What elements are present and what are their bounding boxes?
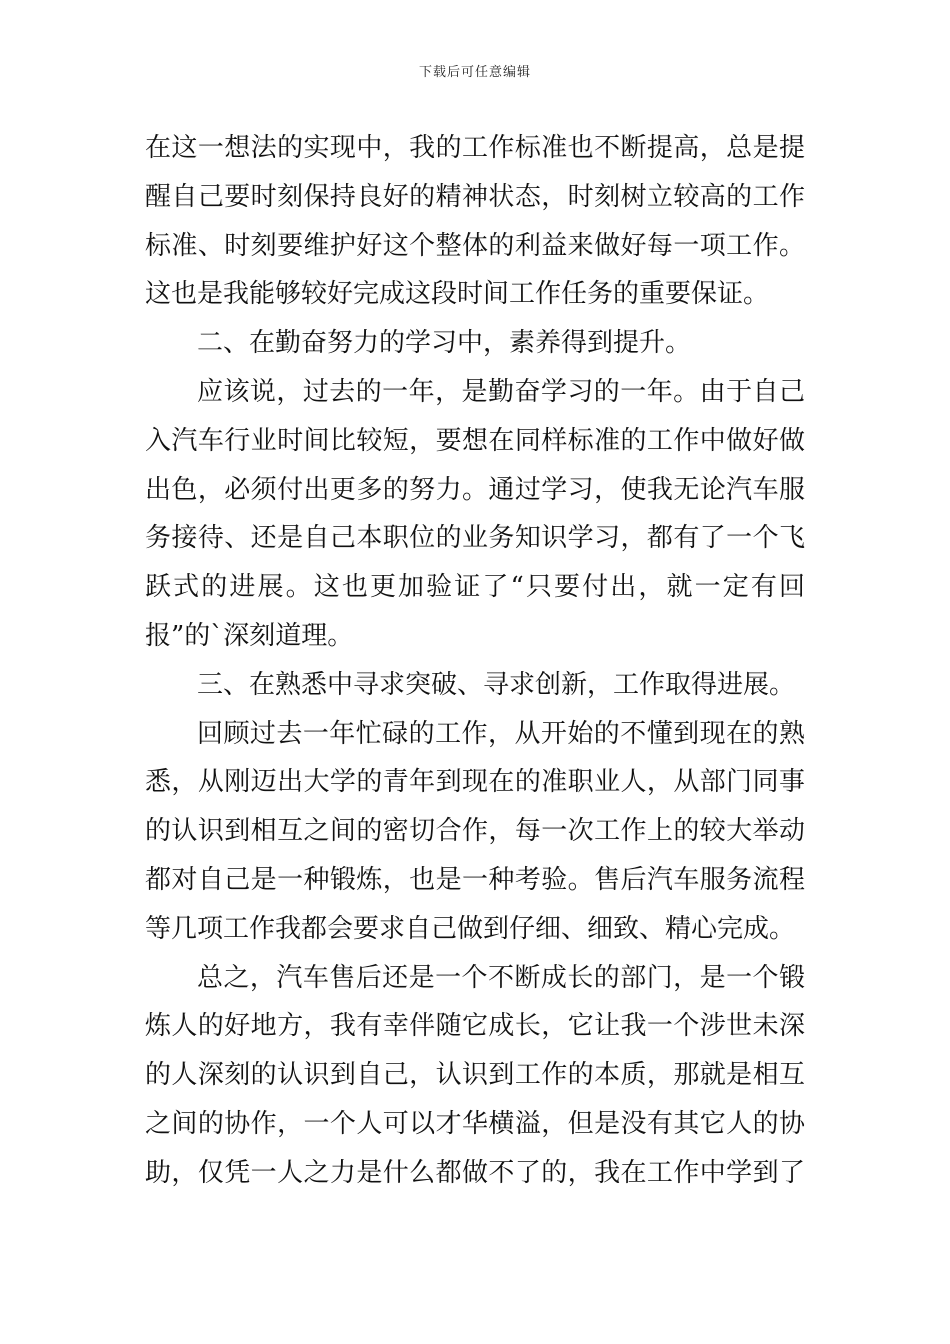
- text-line: 助，仅凭一人之力是什么都做不了的，我在工作中学到了: [145, 1157, 805, 1188]
- page-header: 下载后可任意编辑: [418, 65, 531, 80]
- text-line: 出色，必须付出更多的努力。通过学习，使我无论汽车服: [145, 474, 805, 505]
- text-line: 在这一想法的实现中，我的工作标准也不断提高，总是提: [145, 133, 805, 163]
- text-line: 入汽车行业时间比较短，要想在同样标准的工作中做好做: [145, 425, 805, 456]
- text-line: 总之，汽车售后还是一个不断成长的部门，是一个锻: [197, 962, 805, 993]
- text-line: 炼人的好地方，我有幸伴随它成长，它让我一个涉世未深: [145, 1011, 805, 1042]
- text-line: 回顾过去一年忙碌的工作，从开始的不懂到现在的熟: [197, 718, 805, 749]
- text-line: 之间的协作，一个人可以才华横溢，但是没有其它人的协: [145, 1108, 805, 1139]
- text-line: 这也是我能够较好完成这段时间工作任务的重要保证。: [145, 279, 770, 310]
- text-line: 悉，从刚迈出大学的青年到现在的准职业人，从部门同事: [145, 767, 805, 798]
- text-line: 应该说，过去的一年，是勤奋学习的一年。由于自己: [197, 376, 805, 407]
- text-line: 都对自己是一种锻炼，也是一种考验。售后汽车服务流程: [145, 864, 805, 895]
- document-body: [145, 124, 805, 1198]
- section-heading: 二、在勤奋努力的学习中，素养得到提升。: [197, 328, 692, 359]
- section-heading: 三、在熟悉中寻求突破、寻求创新，工作取得进展。: [197, 669, 796, 700]
- text-line: 醒自己要时刻保持良好的精神状态，时刻树立较高的工作: [145, 181, 805, 212]
- text-line: 报”的`深刻道理。: [145, 620, 354, 651]
- text-line: 标准、时刻要维护好这个整体的利益来做好每一项工作。: [145, 230, 805, 261]
- text-line: 的认识到相互之间的密切合作，每一次工作上的较大举动: [145, 816, 805, 847]
- text-line: 务接待、还是自己本职位的业务知识学习，都有了一个飞: [145, 523, 805, 554]
- text-line: 等几项工作我都会要求自己做到仔细、细致、精心完成。: [145, 913, 796, 944]
- text-line: 跃式的进展。这也更加验证了“只要付出，就一定有回: [145, 572, 805, 603]
- text-line: 的人深刻的认识到自己，认识到工作的本质，那就是相互: [145, 1060, 805, 1091]
